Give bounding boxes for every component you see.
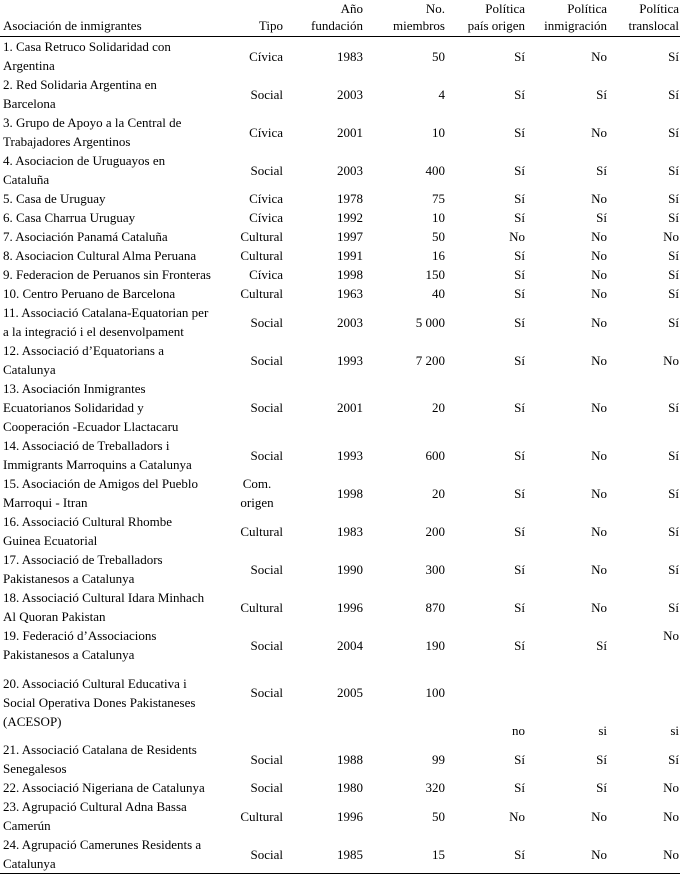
cell-origen: Sí: [514, 751, 525, 767]
cell-miembros: 4: [438, 86, 445, 102]
cell-tipo: Cultural: [240, 599, 283, 615]
cell-inmig: Sí: [596, 86, 607, 102]
association-name: 13. Asociación Inmigrantes Ecuatorianos Solidaridad y Cooperación -Ecuador Llactacaru: [3, 381, 179, 434]
cell-miembros: 75: [432, 191, 445, 206]
cell-origen: Sí: [514, 191, 525, 206]
cell-origen: Sí: [514, 210, 525, 225]
cell-anio: 1996: [337, 808, 363, 824]
association-name: 20. Associació Cultural Educativa i Social Operativa Dones Pakistaneses (ACESOP): [3, 675, 196, 729]
header-politica-inmigracion: Política inmigración: [526, 0, 608, 37]
cell-transl: No: [663, 352, 679, 368]
cell-anio: 2001: [337, 400, 363, 415]
cell-anio: 1991: [337, 248, 363, 263]
cell-transl: Sí: [668, 485, 679, 501]
cell-inmig: No: [591, 352, 607, 368]
cell-tipo: Social: [250, 400, 283, 415]
association-name: 17. Associació de Treballadors Pakistanesos a Catalunya: [3, 552, 163, 586]
association-name: 9. Federacion de Peruanos sin Fronteras: [3, 267, 211, 282]
cell-origen: No: [509, 229, 525, 244]
table-row: [0, 265, 680, 284]
cell-tipo: Social: [250, 352, 283, 368]
header-miembros: No. miembros: [364, 0, 446, 37]
table-row: [0, 113, 680, 151]
cell-tipo: Social: [250, 780, 283, 795]
table-row: [0, 588, 680, 626]
cell-miembros: 870: [425, 599, 445, 615]
cell-anio: 2004: [337, 637, 363, 653]
association-name: 24. Agrupació Camerunes Residents a Catalunya: [0, 835, 228, 874]
cell-tipo: Social: [250, 751, 283, 767]
association-name: 16. Associació Cultural Rhombe Guinea Ecuatorial: [3, 514, 172, 548]
cell-tipo: Cultural: [240, 523, 283, 539]
cell-inmig: No: [591, 124, 607, 140]
cell-transl: No: [663, 229, 679, 244]
cell-origen: Sí: [514, 248, 525, 263]
association-name: 1. Casa Retruco Solidaridad con Argentina: [3, 39, 171, 73]
cell-transl: Sí: [668, 447, 679, 463]
cell-transl: No: [663, 780, 679, 795]
cell-inmig: No: [591, 400, 607, 415]
cell-anio: 2005: [337, 685, 363, 700]
cell-transl: Sí: [668, 523, 679, 539]
association-name: 10. Centro Peruano de Barcelona: [3, 286, 176, 301]
table-row: [0, 341, 680, 379]
table-row: [0, 208, 680, 227]
table-row: [0, 379, 680, 436]
cell-tipo: Social: [250, 685, 283, 700]
cell-anio: 1978: [337, 191, 363, 206]
table-row: [0, 303, 680, 341]
table-row: [0, 778, 680, 797]
cell-inmig: Sí: [596, 162, 607, 178]
table-row: [0, 75, 680, 113]
cell-origen: Sí: [514, 523, 525, 539]
cell-inmig: si: [598, 723, 607, 738]
table-row: [0, 151, 680, 189]
cell-transl: No: [608, 835, 680, 874]
cell-transl: Sí: [668, 561, 679, 577]
cell-origen: Sí: [514, 162, 525, 178]
header-anio: Año fundación: [284, 0, 364, 37]
cell-anio: 2001: [337, 124, 363, 140]
cell-inmig: No: [591, 523, 607, 539]
association-name: 7. Asociación Panamá Cataluña: [3, 229, 168, 244]
cell-miembros: 20: [432, 485, 445, 501]
cell-tipo: Social: [250, 314, 283, 330]
cell-miembros: 320: [425, 780, 445, 795]
cell-transl: si: [670, 723, 679, 738]
table-row: [0, 37, 680, 76]
cell-tipo: Cívica: [249, 210, 283, 225]
cell-transl: Sí: [668, 191, 679, 206]
cell-miembros: 10: [432, 124, 445, 140]
table-row: [0, 436, 680, 474]
cell-miembros: 600: [425, 447, 445, 463]
cell-inmig: No: [591, 286, 607, 301]
association-name: 5. Casa de Uruguay: [3, 191, 106, 206]
cell-tipo: Cívica: [249, 124, 283, 140]
cell-inmig: No: [526, 835, 608, 874]
association-name: 6. Casa Charrua Uruguay: [3, 210, 136, 225]
table-row: [0, 664, 680, 740]
cell-origen: Sí: [514, 485, 525, 501]
cell-transl: Sí: [668, 267, 679, 282]
cell-inmig: No: [591, 447, 607, 463]
cell-miembros: 50: [432, 808, 445, 824]
cell-origen: Sí: [514, 352, 525, 368]
cell-miembros: 15: [364, 835, 446, 874]
association-name: 15. Asociación de Amigos del Pueblo Marroqui - Itran: [3, 476, 198, 510]
cell-inmig: No: [591, 808, 607, 824]
cell-tipo: Cultural: [240, 808, 283, 824]
association-name: 23. Agrupació Cultural Adna Bassa Camerún: [3, 799, 187, 833]
cell-inmig: No: [591, 267, 607, 282]
cell-tipo: Social: [250, 447, 283, 463]
cell-transl: Sí: [668, 48, 679, 64]
cell-tipo: Cívica: [249, 48, 283, 64]
association-name: 21. Associació Catalana de Residents Senegalesos: [3, 742, 197, 776]
cell-tipo: Social: [250, 637, 283, 653]
cell-miembros: 10: [432, 210, 445, 225]
cell-transl: Sí: [668, 210, 679, 225]
association-name: 19. Federació d’Associacions Pakistanesos a Catalunya: [3, 628, 157, 662]
cell-anio: 1996: [337, 599, 363, 615]
cell-origen: Sí: [514, 599, 525, 615]
table-row: [0, 284, 680, 303]
header-politica-translocal: Política translocal: [608, 0, 680, 37]
cell-origen: Sí: [514, 400, 525, 415]
table-row: [0, 740, 680, 778]
cell-origen: Sí: [514, 447, 525, 463]
cell-miembros: 300: [425, 561, 445, 577]
cell-origen: Sí: [514, 637, 525, 653]
cell-miembros: 100: [425, 685, 445, 700]
cell-inmig: No: [591, 314, 607, 330]
table-row: [0, 189, 680, 208]
cell-transl: No: [663, 628, 679, 643]
table-row: [0, 797, 680, 835]
cell-miembros: 400: [425, 162, 445, 178]
cell-anio: 1963: [337, 286, 363, 301]
cell-transl: Sí: [668, 400, 679, 415]
cell-tipo: Social: [250, 86, 283, 102]
cell-inmig: No: [591, 248, 607, 263]
cell-anio: 1983: [337, 523, 363, 539]
header-row: [0, 0, 680, 37]
table-row: [0, 626, 680, 664]
cell-inmig: No: [591, 191, 607, 206]
cell-inmig: Sí: [596, 210, 607, 225]
cell-miembros: 200: [425, 523, 445, 539]
table-row: [0, 246, 680, 265]
cell-anio: 1983: [337, 48, 363, 64]
cell-transl: Sí: [668, 124, 679, 140]
cell-tipo: Social: [228, 835, 284, 874]
header-tipo: Tipo: [228, 0, 284, 37]
cell-origen: Sí: [514, 48, 525, 64]
cell-miembros: 190: [425, 637, 445, 653]
cell-miembros: 16: [432, 248, 445, 263]
cell-origen: No: [509, 808, 525, 824]
table-row: [0, 550, 680, 588]
cell-anio: 1992: [337, 210, 363, 225]
header-politica-origen: Política país origen: [446, 0, 526, 37]
cell-tipo: Com. origen: [240, 476, 274, 510]
cell-anio: 1993: [337, 447, 363, 463]
cell-anio: 2003: [337, 86, 363, 102]
cell-origen: Sí: [514, 780, 525, 795]
cell-transl: Sí: [668, 162, 679, 178]
cell-anio: 2003: [337, 314, 363, 330]
table-row: [0, 512, 680, 550]
cell-anio: 1990: [337, 561, 363, 577]
cell-miembros: 99: [432, 751, 445, 767]
cell-transl: Sí: [668, 751, 679, 767]
cell-origen: Sí: [514, 314, 525, 330]
cell-miembros: 5 000: [415, 314, 445, 330]
cell-origen: Sí: [514, 286, 525, 301]
association-name: 2. Red Solidaria Argentina en Barcelona: [3, 77, 157, 111]
cell-tipo: Cultural: [240, 248, 283, 263]
cell-tipo: Cultural: [240, 286, 283, 301]
cell-inmig: No: [591, 561, 607, 577]
cell-anio: 1993: [337, 352, 363, 368]
cell-miembros: 40: [432, 286, 445, 301]
cell-anio: 1998: [337, 485, 363, 501]
cell-tipo: Social: [250, 561, 283, 577]
association-name: 18. Associació Cultural Idara Minhach Al Quoran Pakistan: [3, 590, 205, 624]
cell-transl: Sí: [668, 599, 679, 615]
header-name: Asociación de inmigrantes: [0, 0, 228, 37]
cell-inmig: No: [591, 229, 607, 244]
cell-origen: no: [512, 723, 525, 738]
cell-origen: Sí: [514, 267, 525, 282]
cell-anio: 1997: [337, 229, 363, 244]
cell-tipo: Cultural: [240, 229, 283, 244]
association-name: 14. Associació de Treballadors i Immigrants Marroquins a Catalunya: [3, 438, 192, 472]
association-name: 3. Grupo de Apoyo a la Central de Trabajadores Argentinos: [3, 115, 182, 149]
cell-miembros: 150: [425, 267, 445, 282]
cell-tipo: Cívica: [249, 267, 283, 282]
cell-miembros: 20: [432, 400, 445, 415]
association-name: 4. Asociacion de Uruguayos en Cataluña: [3, 153, 166, 187]
cell-anio: 1988: [337, 751, 363, 767]
cell-anio: 1998: [337, 267, 363, 282]
table-row: [0, 474, 680, 512]
cell-anio: 1980: [337, 780, 363, 795]
cell-anio: 2003: [337, 162, 363, 178]
cell-inmig: No: [591, 48, 607, 64]
cell-transl: Sí: [668, 286, 679, 301]
cell-anio: 1985: [284, 835, 364, 874]
cell-inmig: No: [591, 599, 607, 615]
cell-transl: Sí: [668, 248, 679, 263]
cell-transl: Sí: [668, 86, 679, 102]
association-name: 8. Asociacion Cultural Alma Peruana: [3, 248, 197, 263]
association-name: 22. Associació Nigeriana de Catalunya: [3, 780, 205, 795]
cell-miembros: 50: [432, 229, 445, 244]
cell-origen: Sí: [446, 835, 526, 874]
cell-inmig: Sí: [596, 637, 607, 653]
cell-tipo: Social: [250, 162, 283, 178]
cell-inmig: No: [591, 485, 607, 501]
cell-inmig: Sí: [596, 780, 607, 795]
association-name: 12. Associació d’Equatorians a Catalunya: [3, 343, 165, 377]
cell-transl: Sí: [668, 314, 679, 330]
cell-origen: Sí: [514, 561, 525, 577]
cell-miembros: 7 200: [415, 352, 445, 368]
cell-tipo: Cívica: [249, 191, 283, 206]
table-row: [0, 227, 680, 246]
cell-inmig: Sí: [596, 751, 607, 767]
cell-origen: Sí: [514, 124, 525, 140]
association-name: 11. Associació Catalana-Equatorian per a la integració i el desenvolpament: [3, 305, 209, 339]
cell-origen: Sí: [514, 86, 525, 102]
cell-transl: No: [663, 808, 679, 824]
table-row: [0, 835, 680, 874]
cell-miembros: 50: [432, 48, 445, 64]
